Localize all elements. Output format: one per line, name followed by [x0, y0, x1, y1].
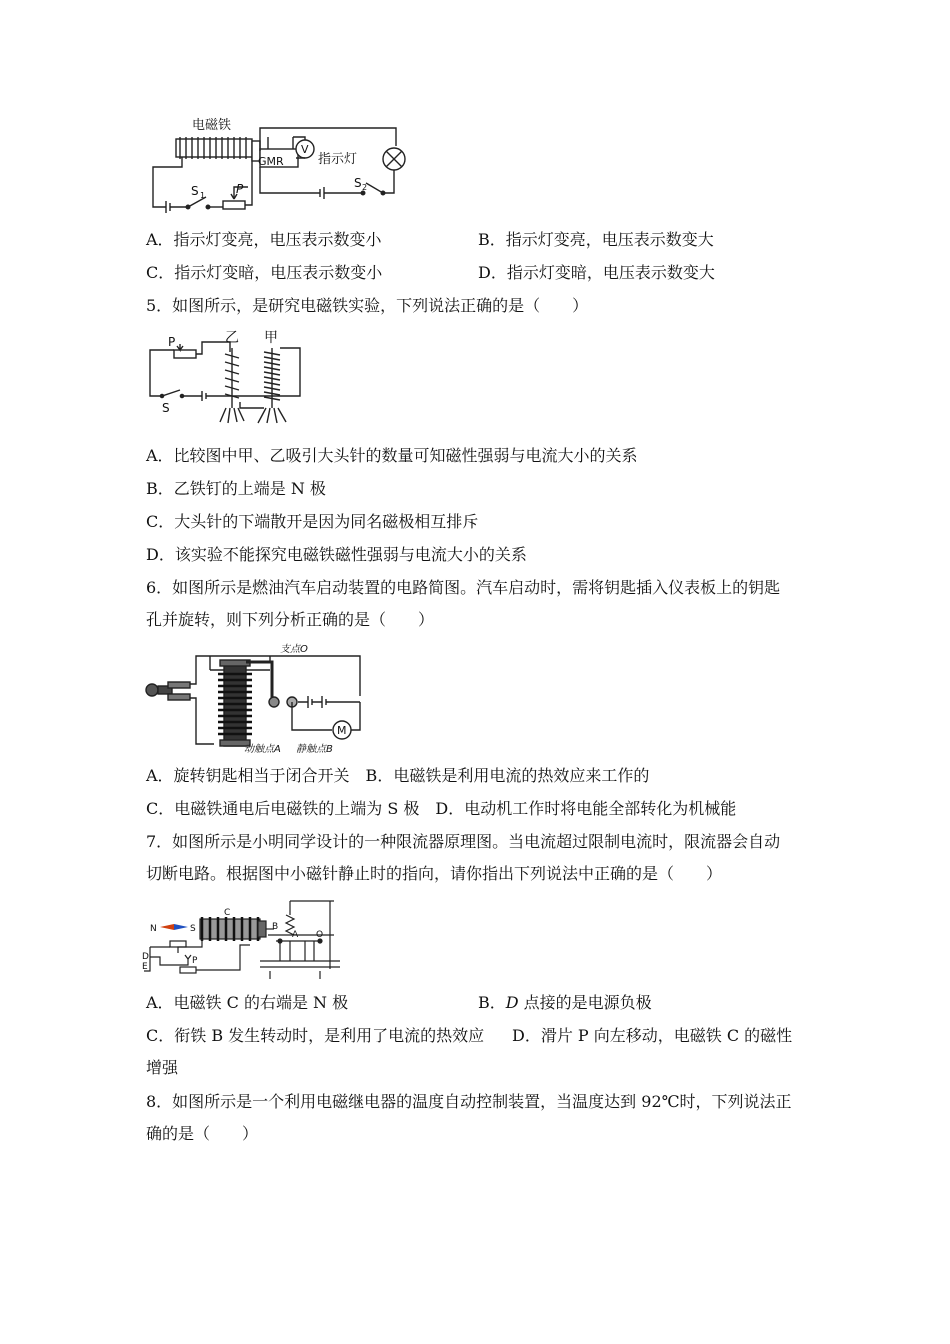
q5-option-b: B．乙铁钉的上端是 N 极 [146, 479, 326, 498]
q7-option-b-rest: 点接的是电源负极 [518, 993, 652, 1012]
q4-label-p: P [236, 182, 244, 196]
q6-label-static-contact: 静触点B [296, 744, 333, 755]
q7-option-b-letter: D [505, 993, 519, 1012]
q5-label-jia: 甲 [264, 330, 278, 346]
q4-label-s1-sub: 1 [200, 191, 206, 200]
q4-label-voltmeter: V [301, 143, 309, 156]
q7-label-e: E [142, 962, 148, 972]
q5-stem: 5．如图所示，是研究电磁铁实验，下列说法正确的是（ ） [146, 296, 589, 315]
q4-label-s2: S [354, 176, 362, 190]
q7-option-b [478, 992, 652, 1014]
q4-label-lamp: 指示灯 [318, 152, 358, 167]
q7-label-o: O [316, 930, 324, 940]
q7-label-n: N [150, 924, 157, 934]
q6-starter-figure [140, 640, 370, 756]
q7-option-a: A．电磁铁 C 的右端是 N 极 [146, 993, 349, 1012]
q5-electromagnet-figure [140, 328, 310, 430]
q6-stem-line1: 6．如图所示是燃油汽车启动装置的电路简图。汽车启动时，需将钥匙插入仪表板上的钥匙 [146, 578, 781, 597]
q4-label-gmr: GMR [258, 155, 284, 168]
q7-label-a: A [292, 930, 299, 940]
q4-label-s2-sub: 2 [362, 183, 368, 192]
q6-label-pivot: 支点O [280, 644, 308, 655]
q7-label-c: C [224, 908, 231, 918]
q7-option-d-continued: 增强 [146, 1058, 179, 1077]
q6-stem-line2: 孔并旋转，则下列分析正确的是（ ） [146, 610, 435, 629]
q5-option-d: D．该实验不能探究电磁铁磁性强弱与电流大小的关系 [146, 545, 527, 564]
q5-label-yi: 乙 [225, 330, 239, 346]
q4-circuit-figure [148, 115, 418, 215]
q5-option-a: A．比较图中甲、乙吸引大头针的数量可知磁性强弱与电流大小的关系 [146, 446, 638, 465]
q4-option-d: D．指示灯变暗，电压表示数变大 [478, 263, 715, 282]
q7-option-c: C．衔铁 B 发生转动时，是利用了电流的热效应 [146, 1026, 485, 1045]
q8-stem-line2: 确的是（ ） [146, 1124, 259, 1143]
q6-label-motor: M [337, 724, 347, 737]
q4-label-electromagnet: 电磁铁 [192, 118, 232, 133]
q5-label-s: S [162, 401, 170, 415]
q5-option-c: C．大头针的下端散开是因为同名磁极相互排斥 [146, 512, 479, 531]
q7-label-d: D [142, 952, 149, 962]
q6-options-cd: C．电磁铁通电后电磁铁的上端为 S 极 D．电动机工作时将电能全部转化为机械能 [146, 799, 737, 818]
q7-stem-line2: 切断电路。根据图中小磁针静止时的指向，请你指出下列说法中正确的是（ ） [146, 864, 723, 883]
q4-option-b: B．指示灯变亮，电压表示数变大 [478, 230, 714, 249]
q4-option-c: C．指示灯变暗，电压表示数变小 [146, 263, 383, 282]
q7-label-b: B [272, 922, 279, 932]
q7-option-b-prefix: B． [478, 993, 506, 1012]
q6-label-moving-contact: 动触点A [244, 744, 281, 755]
q6-options-ab: A．旋转钥匙相当于闭合开关 B．电磁铁是利用电流的热效应来工作的 [146, 766, 650, 785]
q4-option-a: A．指示灯变亮，电压表示数变小 [146, 230, 382, 249]
q5-label-p: P [168, 335, 176, 349]
q7-limiter-figure [140, 895, 350, 981]
q7-option-d: D．滑片 P 向左移动，电磁铁 C 的磁性 [512, 1026, 793, 1045]
q7-stem-line1: 7．如图所示是小明同学设计的一种限流器原理图。当电流超过限制电流时，限流器会自动 [146, 832, 781, 851]
q8-stem-line1: 8．如图所示是一个利用电磁继电器的温度自动控制装置，当温度达到 92℃时，下列说法正 [146, 1092, 792, 1111]
q4-label-s1: S [191, 184, 199, 198]
q7-label-s: S [190, 924, 196, 934]
q7-label-p: P [192, 956, 198, 966]
